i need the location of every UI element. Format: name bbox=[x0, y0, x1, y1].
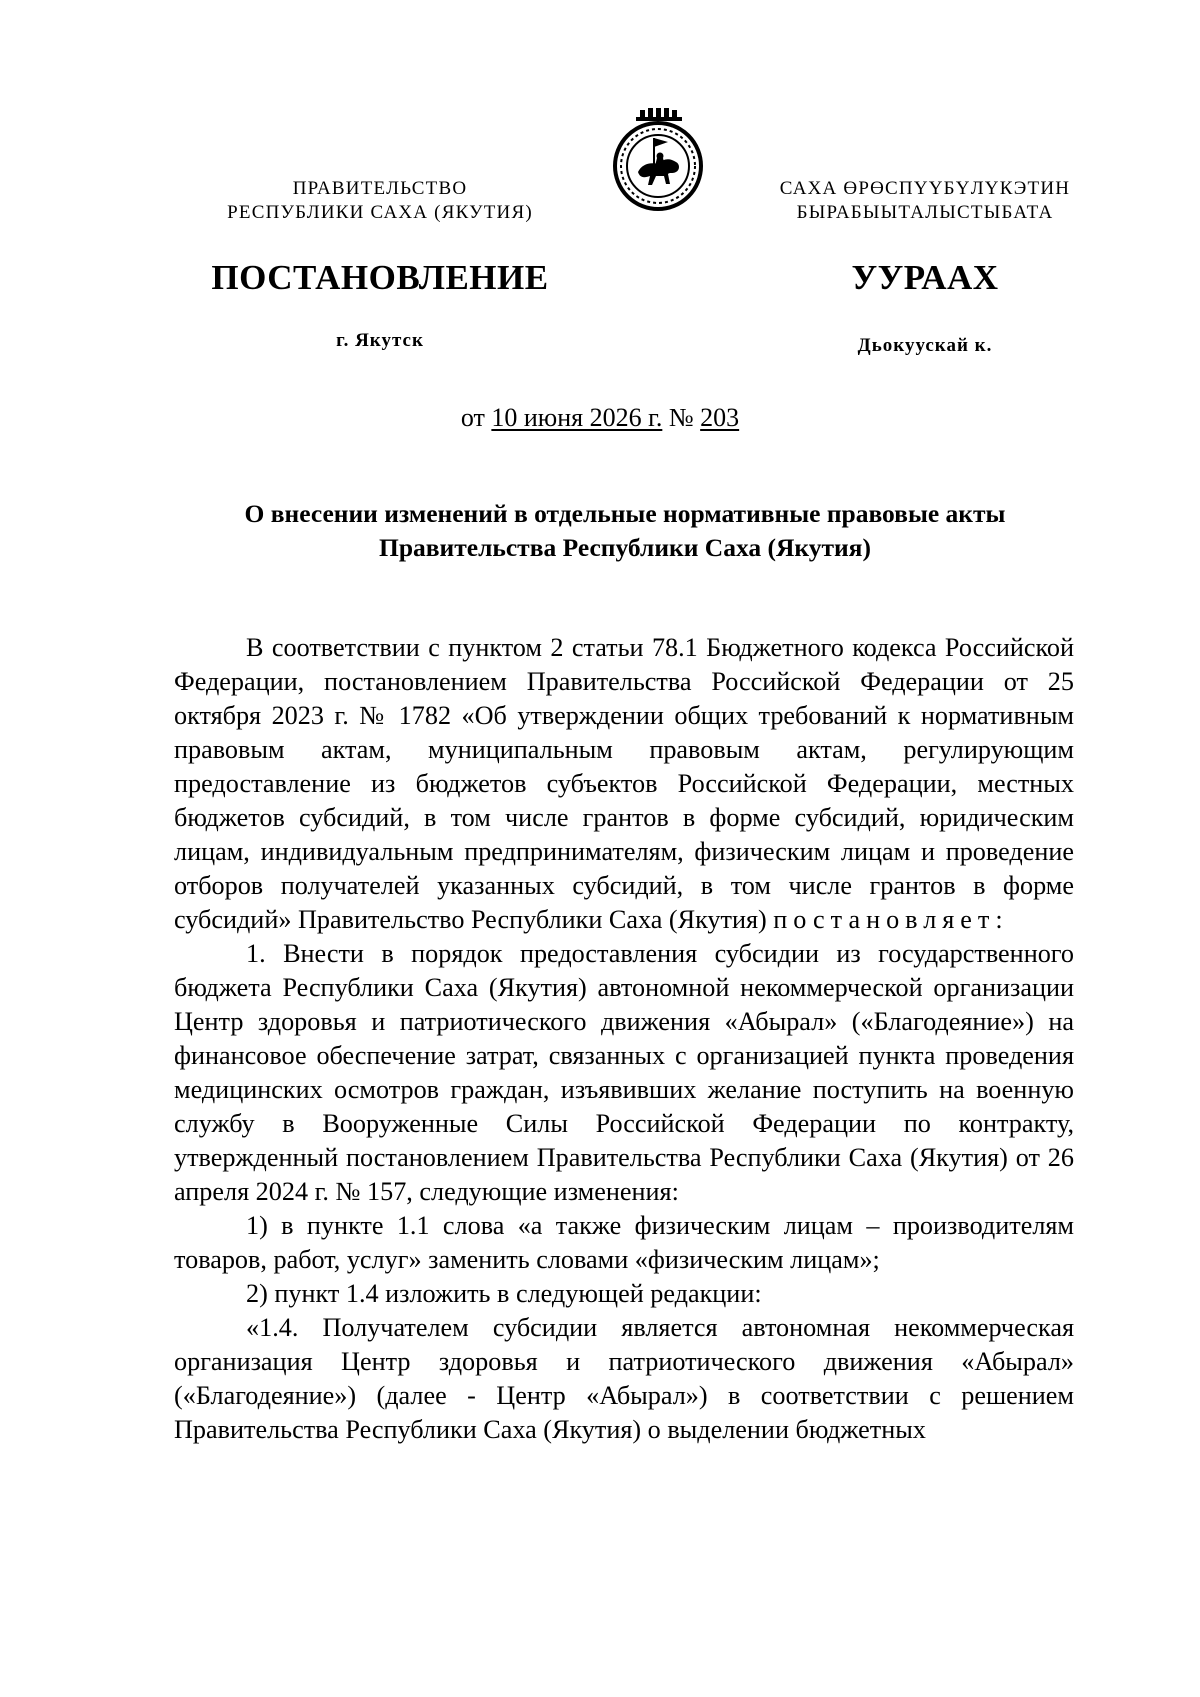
document-title bbox=[180, 497, 1070, 565]
document-date: 10 июня 2026 г. bbox=[491, 403, 663, 432]
paragraph-preamble bbox=[174, 631, 1074, 937]
org-name-ru-line1: ПРАВИТЕЛЬСТВО bbox=[292, 178, 468, 199]
city-russian: г. Якутск bbox=[336, 330, 424, 351]
org-name-ru-line2: РЕСПУБЛИКИ САХА (ЯКУТИЯ) bbox=[227, 202, 533, 223]
org-name-sakha bbox=[745, 177, 1105, 225]
preamble-text: В соответствии с пунктом 2 статьи 78.1 Бюджетного кодекса Российской Федерации, постановлением Правительства Российской Федерации от 25 октября 2023 г. № 1782 «Об утверждении общих требований к нормативным правовым актам, муниципальным правовым актам, регулирующим предоставление из бюджетов субъектов Российской Федерации, местных бюджетов субсидий, в том числе грантов в форме субсидий, юридическим лицам, индивидуальным предпринимателям, физическим лицам и проведение отборов получателей указанных субсидий, в том числе грантов в форме субсидий» Правительство Республики Саха (Якутия) bbox=[174, 633, 1074, 934]
number-sign: № bbox=[668, 403, 694, 432]
coat-of-arms-icon bbox=[610, 108, 706, 212]
org-name-russian bbox=[190, 177, 570, 225]
document-dateline bbox=[0, 402, 1200, 434]
org-name-sah-line2: БЫРАБЫЫТАЛЫСТЫБАТА bbox=[796, 202, 1054, 223]
title-line2: Правительства Республики Саха (Якутия) bbox=[379, 533, 871, 562]
resolves-word: постановляет: bbox=[773, 905, 1009, 934]
org-name-sah-line1: САХА ӨРӨСПҮҮБҮЛҮКЭТИН bbox=[779, 178, 1071, 199]
paragraph-subitem-2: 2) пункт 1.4 изложить в следующей редакции: bbox=[246, 1279, 762, 1308]
paragraph-subitem-1: 1) в пункте 1.1 слова «а также физическим лицам – производителям товаров, работ, услуг» заменить словами «физическим лицам»; bbox=[174, 1211, 1074, 1274]
document-number: 203 bbox=[700, 403, 740, 432]
paragraph-item-1: 1. Внести в порядок предоставления субсидии из государственного бюджета Республики Саха (Якутия) автономной некоммерческой организации Центр здоровья и патриотического движения «Абырал» («Благодеяние») на финансовое обеспечение затрат, связанных с организацией пункта проведения медицинских осмотров граждан, изъявивших желание поступить на военную службу в Вооруженные Силы Российской Федерации по контракту, утвержденный постановлением Правительства Республики Саха (Якутия) от 26 апреля 2024 г. № 157, следующие изменения: bbox=[174, 939, 1074, 1206]
title-line1: О внесении изменений в отдельные нормативные правовые акты bbox=[244, 499, 1006, 528]
paragraph-clause-1-4: «1.4. Получателем субсидии является автономная некоммерческая организация Центр здоровья и патриотического движения «Абырал» («Благодеяние») (далее - Центр «Абырал») в соответствии с решением Правительства Республики Саха (Якутия) о выделении бюджетных bbox=[174, 1313, 1074, 1444]
doctype-russian: ПОСТАНОВЛЕНИЕ bbox=[211, 258, 549, 297]
city-sakha: Дьокуускай к. bbox=[857, 335, 993, 356]
dateline-prefix: от bbox=[460, 403, 485, 432]
document-body bbox=[174, 631, 1074, 1447]
doctype-sakha: УУРААХ bbox=[851, 258, 999, 297]
